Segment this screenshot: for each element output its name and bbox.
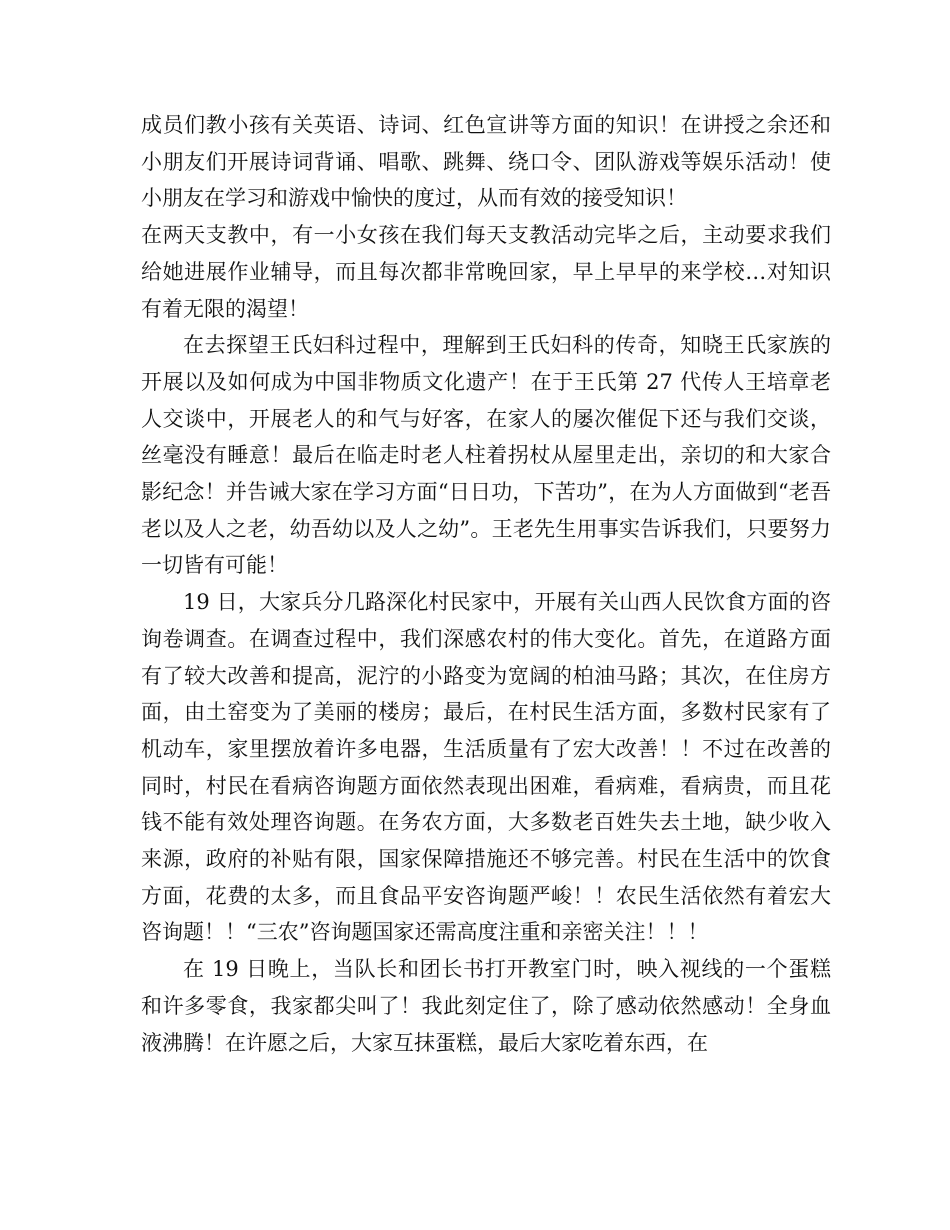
paragraph-4: 19 日，大家兵分几路深化村民家中，开展有关山西人民饮食方面的咨询卷调查。在调查过程中，我们深感农村的伟大变化。首先，在道路方面有了较大改善和提高，泥泞的小路变为宽阔的柏油马路；其次，在住房方面，由土窑变为了美丽的楼房；最后，在村民生活方面，多数村民家有了机动车，家里摆放着许多电器，生活质量有了宏大改善！！不过在改善的同时，村民在看病咨询题方面依然表现出困难，看病难，看病贵，而且花钱不能有效处理咨询题。在务农方面，大多数老百姓失去土地，缺少收入来源，政府的补贴有限，国家保障措施还不够完善。村民在生活中的饮食方面，花费的太多，而且食品平安咨询题严峻！！农民生活依然有着宏大咨询题！！“三农”咨询题国家还需高度注重和亲密关注！！！ (141, 590, 831, 945)
paragraph-5: 在 19 日晚上，当队长和团长书打开教室门时，映入视线的一个蛋糕和许多零食，我家都尖叫了！我此刻定住了，除了感动依然感动！全身血液沸腾！在许愿之后，大家互抹蛋糕，最后大家吃着东西，在 (141, 957, 831, 1055)
paragraph-2: 在两天支教中，有一小女孩在我们每天支教活动完毕之后，主动要求我们给她进展作业辅导，而且每次都非常晚回家，早上早早的来学校…对知识有着无限的渴望！ (141, 223, 831, 321)
paragraph-3: 在去探望王氏妇科过程中，理解到王氏妇科的传奇，知晓王氏家族的开展以及如何成为中国非物质文化遗产！在于王氏第 27 代传人王培章老人交谈中，开展老人的和气与好客，在家人的屡次催促下还与我们交谈，丝毫没有睡意！最后在临走时老人柱着拐杖从屋里走出，亲切的和大家合影纪念！并告诫大家在学习方面“日日功，下苦功”，在为人方面做到“老吾老以及人之老，幼吾幼以及人之幼”。王老先生用事实告诉我们，只要努力一切皆有可能！ (141, 333, 831, 578)
document-body (141, 107, 831, 1061)
paragraph-1: 成员们教小孩有关英语、诗词、红色宣讲等方面的知识！在讲授之余还和小朋友们开展诗词背诵、唱歌、跳舞、绕口令、团队游戏等娱乐活动！使小朋友在学习和游戏中愉快的度过，从而有效的接受知识！ (141, 113, 831, 211)
